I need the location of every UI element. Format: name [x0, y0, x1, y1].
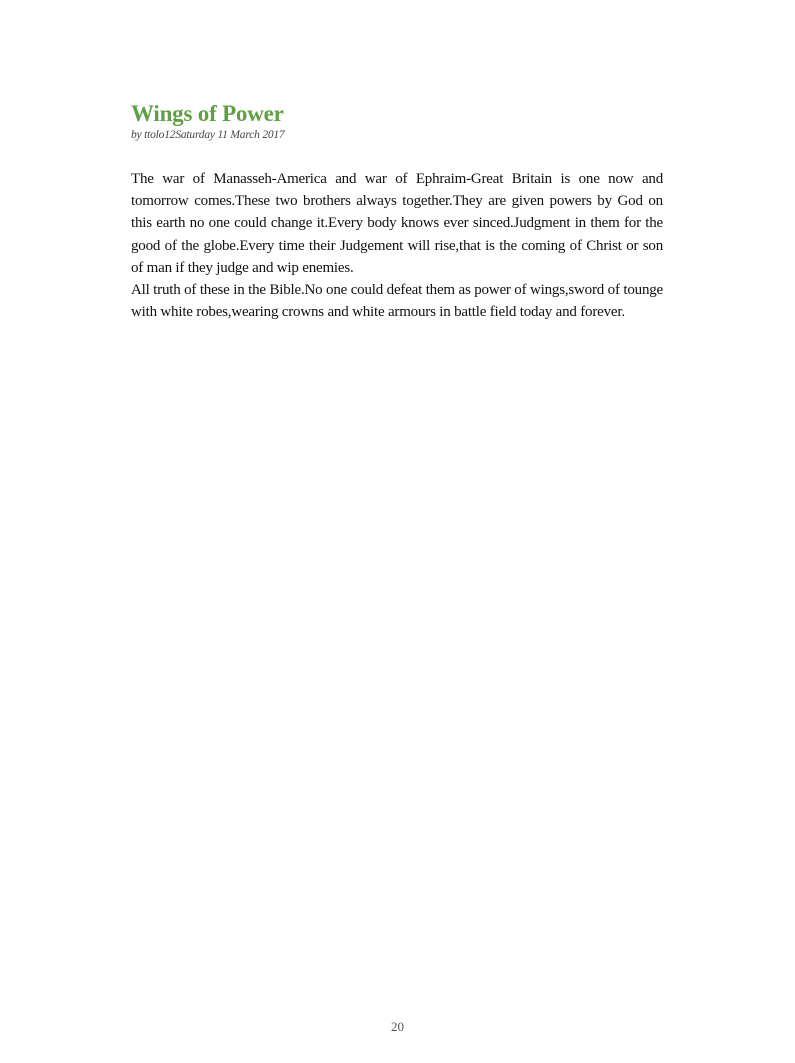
article-paragraph: All truth of these in the Bible.No one could defeat them as power of wings,sword of tounge with white robes,wearing crowns and white armours in battle field today and forever.	[131, 282, 663, 321]
article	[131, 100, 663, 323]
article-title: Wings of Power	[131, 101, 284, 126]
article-paragraph: The war of Manasseh-America and war of Ephraim-Great Britain is one now and tomorrow comes.These two brothers always together.They are given powers by God on this earth no one could change it.Every body knows ever sinced.Judgment in them for the good of the globe.Every time their Judgement will rise,that is the coming of Christ or son of man if they judge and wip enemies.	[131, 171, 663, 276]
article-body	[131, 168, 663, 323]
article-byline: by ttolo12Saturday 11 March 2017	[131, 129, 285, 141]
page-number: 20	[391, 1019, 404, 1034]
